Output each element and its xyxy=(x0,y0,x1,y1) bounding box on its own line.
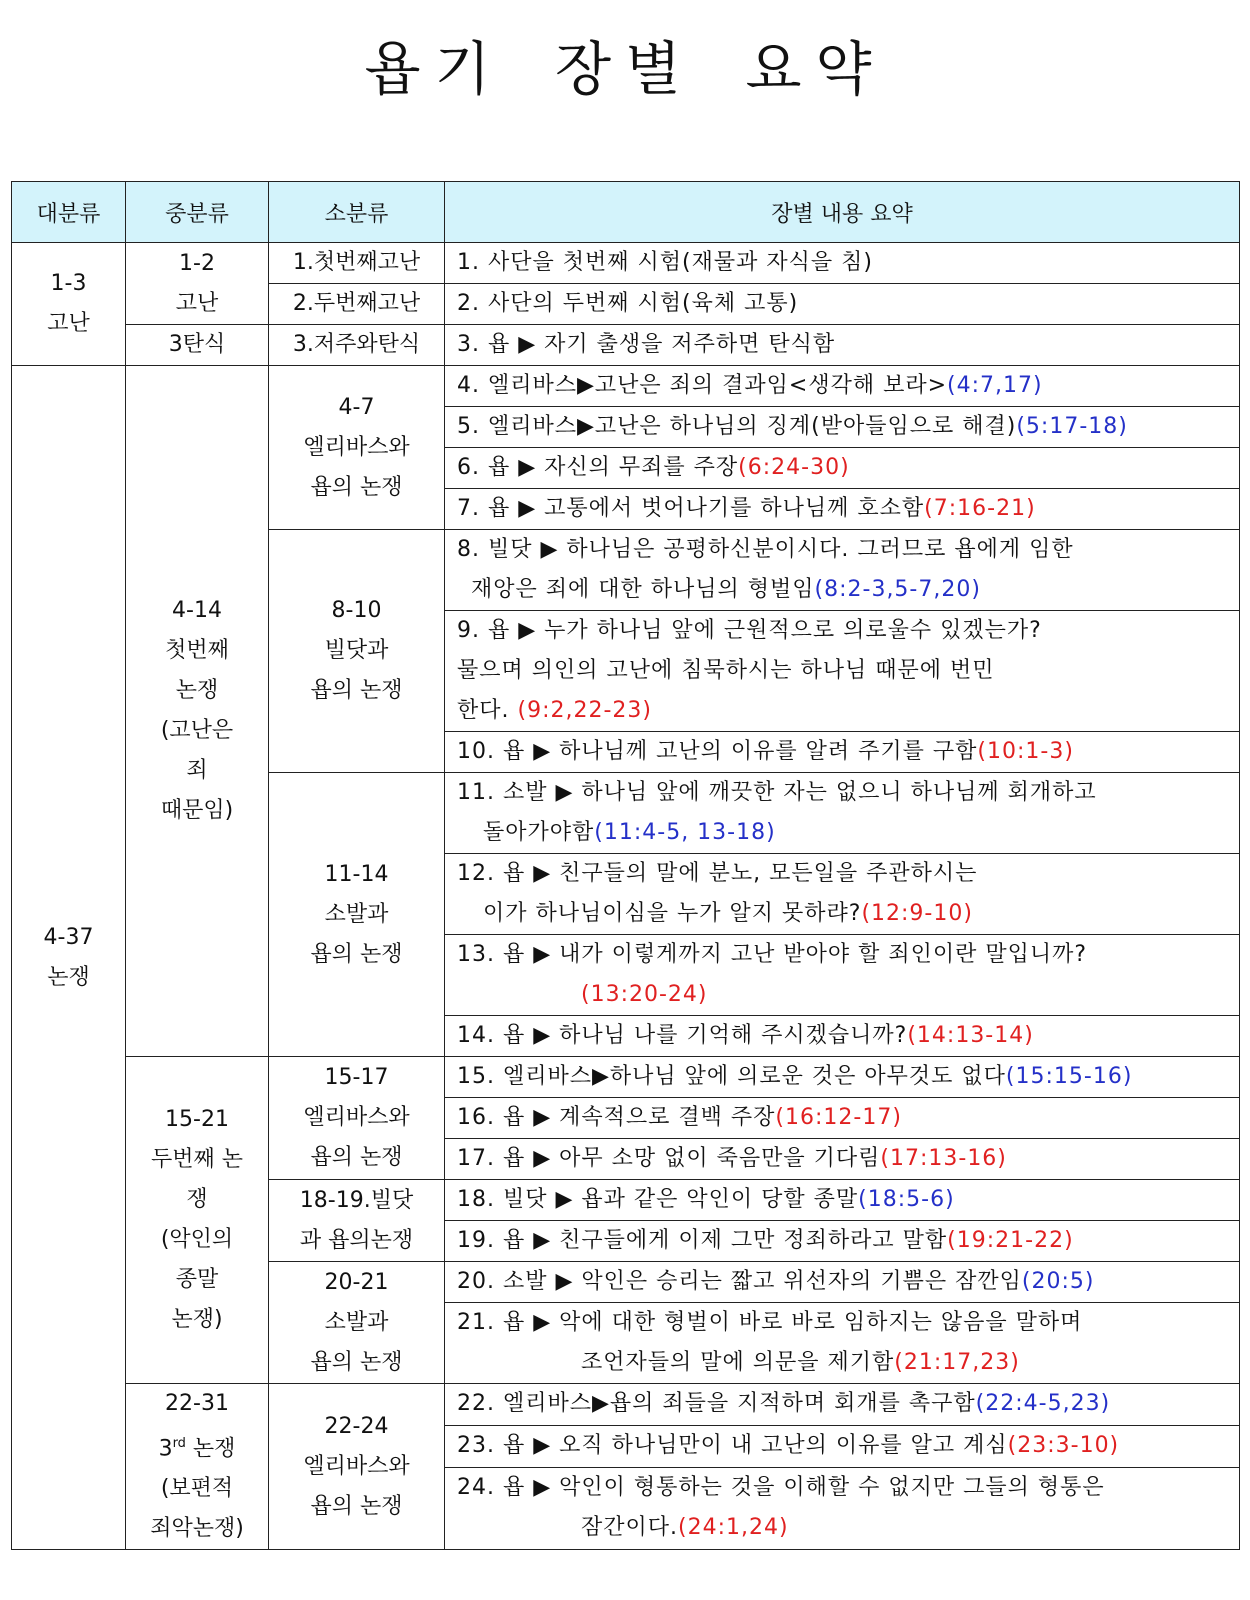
chapter-summary xyxy=(445,1221,1240,1262)
chapter-ref: (14:13-14) xyxy=(907,1023,1034,1048)
chapter-text-cont: 조언자들의 말에 의문을 제기함 xyxy=(581,1350,895,1375)
table-row xyxy=(12,243,1240,284)
chapter-summary xyxy=(445,854,1240,935)
header-middle: 중분류 xyxy=(126,182,269,243)
header-summary: 장별 내용 요약 xyxy=(445,182,1240,243)
minor-category: 11-14 소발과 욥의 논쟁 xyxy=(269,773,445,1057)
chapter-summary xyxy=(445,1425,1240,1467)
chapter-ref: (10:1-3) xyxy=(977,739,1074,764)
chapter-text: 7. 욥 ▶ 고통에서 벗어나기를 하나님께 호소함 xyxy=(457,496,925,521)
chapter-ref: (4:7,17) xyxy=(947,373,1043,398)
chapter-text-cont: 물으며 의인의 고난에 침묵하시는 하나님 때문에 번민 xyxy=(457,658,995,683)
chapter-text: 1. 사단을 첫번째 시험(재물과 자식을 침) xyxy=(457,250,873,275)
header-major: 대분류 xyxy=(12,182,126,243)
middle-category: 4-14 첫번째 논쟁 (고난은 죄 때문임) xyxy=(126,366,269,1057)
chapter-summary xyxy=(445,935,1240,1016)
minor-category: 1.첫번째고난 xyxy=(269,243,445,284)
middle-category-text: 22-31 3 xyxy=(158,1391,229,1462)
chapter-ref: (16:12-17) xyxy=(775,1105,902,1130)
chapter-text: 6. 욥 ▶ 자신의 무죄를 주장 xyxy=(457,455,739,480)
chapter-text: 18. 빌닷 ▶ 욥과 같은 악인이 당할 종말 xyxy=(457,1187,859,1212)
chapter-ref: (12:9-10) xyxy=(861,901,973,926)
chapter-text-cont: 이가 하나님이심을 누가 알지 못하랴? xyxy=(483,901,862,926)
middle-category-text: 논쟁 (보편적 죄악논쟁) xyxy=(150,1436,244,1542)
chapter-text: 16. 욥 ▶ 계속적으로 결백 주장 xyxy=(457,1105,776,1130)
header-row xyxy=(12,182,1240,243)
middle-category: 3탄식 xyxy=(126,325,269,366)
chapter-text: 4. 엘리바스▶고난은 죄의 결과임<생각해 보라> xyxy=(457,373,948,398)
chapter-text: 12. 욥 ▶ 친구들의 말에 분노, 모든일을 주관하시는 xyxy=(457,861,978,886)
chapter-ref: (6:24-30) xyxy=(738,455,850,480)
header-minor: 소분류 xyxy=(269,182,445,243)
chapter-summary xyxy=(445,530,1240,611)
chapter-text: 14. 욥 ▶ 하나님 나를 기억해 주시겠습니까? xyxy=(457,1023,908,1048)
chapter-text-cont: 돌아가야함 xyxy=(483,820,595,845)
minor-category: 22-24 엘리바스와 욥의 논쟁 xyxy=(269,1384,445,1550)
chapter-text: 24. 욥 ▶ 악인이 형통하는 것을 이해할 수 없지만 그들의 형통은 xyxy=(457,1475,1105,1501)
chapter-text: 19. 욥 ▶ 친구들에게 이제 그만 정죄하라고 말함 xyxy=(457,1228,948,1253)
chapter-summary xyxy=(445,489,1240,530)
chapter-ref: (22:4-5,23) xyxy=(975,1391,1111,1417)
minor-category: 4-7 엘리바스와 욥의 논쟁 xyxy=(269,366,445,530)
chapter-ref: (21:17,23) xyxy=(894,1350,1020,1375)
chapter-text: 5. 엘리바스▶고난은 하나님의 징계(받아들임으로 해결) xyxy=(457,414,1017,439)
minor-category: 2.두번째고난 xyxy=(269,284,445,325)
chapter-text: 13. 욥 ▶ 내가 이렇게까지 고난 받아야 할 죄인이란 말입니까? xyxy=(457,942,1088,967)
chapter-ref: (9:2,22-23) xyxy=(517,698,652,723)
chapter-summary xyxy=(445,366,1240,407)
middle-category: 1-2 고난 xyxy=(126,243,269,325)
chapter-summary xyxy=(445,284,1240,325)
chapter-summary xyxy=(445,243,1240,284)
chapter-ref: (24:1,24) xyxy=(678,1515,789,1541)
ordinal-suffix: rd xyxy=(172,1436,186,1451)
chapter-summary xyxy=(445,773,1240,854)
chapter-text: 8. 빌닷 ▶ 하나님은 공평하신분이시다. 그러므로 욥에게 임한 xyxy=(457,537,1074,562)
chapter-ref: (20:5) xyxy=(1021,1269,1095,1294)
chapter-summary xyxy=(445,1303,1240,1384)
minor-category: 20-21 소발과 욥의 논쟁 xyxy=(269,1262,445,1384)
chapter-summary xyxy=(445,1098,1240,1139)
chapter-text-cont: 재앙은 죄에 대한 하나님의 형벌임 xyxy=(471,577,815,602)
chapter-text: 10. 욥 ▶ 하나님께 고난의 이유를 알려 주기를 구함 xyxy=(457,739,978,764)
chapter-ref: (17:13-16) xyxy=(880,1146,1007,1171)
chapter-summary xyxy=(445,325,1240,366)
chapter-ref: (5:17-18) xyxy=(1016,414,1128,439)
chapter-summary xyxy=(445,1057,1240,1098)
chapter-summary xyxy=(445,1384,1240,1426)
chapter-ref: (19:21-22) xyxy=(947,1228,1074,1253)
chapter-text: 17. 욥 ▶ 아무 소망 없이 죽음만을 기다림 xyxy=(457,1146,881,1171)
chapter-text-cont: 한다. xyxy=(457,698,518,723)
table-row xyxy=(12,1384,1240,1426)
chapter-ref: (7:16-21) xyxy=(924,496,1036,521)
chapter-summary xyxy=(445,1262,1240,1303)
chapter-text: 9. 욥 ▶ 누가 하나님 앞에 근원적으로 의로울수 있겠는가? xyxy=(457,618,1042,643)
chapter-text: 3. 욥 ▶ 자기 출생을 저주하면 탄식함 xyxy=(457,332,836,357)
minor-category: 15-17 엘리바스와 욥의 논쟁 xyxy=(269,1057,445,1180)
minor-category: 8-10 빌닷과 욥의 논쟁 xyxy=(269,530,445,773)
chapter-summary xyxy=(445,1016,1240,1057)
chapter-ref: (11:4-5, 13-18) xyxy=(594,820,776,845)
chapter-summary xyxy=(445,407,1240,448)
page-title: 욥기 장별 요약 xyxy=(364,35,886,103)
chapter-summary xyxy=(445,611,1240,732)
minor-category: 3.저주와탄식 xyxy=(269,325,445,366)
chapter-text: 22. 엘리바스▶욥의 죄들을 지적하며 회개를 촉구함 xyxy=(457,1391,976,1417)
chapter-ref: (18:5-6) xyxy=(858,1187,955,1212)
chapter-summary xyxy=(445,1467,1240,1550)
chapter-text: 15. 엘리바스▶하나님 앞에 의로운 것은 아무것도 없다 xyxy=(457,1064,1006,1089)
chapter-text: 20. 소발 ▶ 악인은 승리는 짧고 위선자의 기쁨은 잠깐임 xyxy=(457,1269,1022,1294)
table-row xyxy=(12,366,1240,407)
chapter-ref: (8:2-3,5-7,20) xyxy=(814,577,981,602)
chapter-summary xyxy=(445,448,1240,489)
middle-category xyxy=(126,1384,269,1550)
chapter-ref: (13:20-24) xyxy=(581,982,708,1007)
middle-category: 15-21 두번째 논 쟁 (악인의 종말 논쟁) xyxy=(126,1057,269,1384)
table-row xyxy=(12,325,1240,366)
chapter-summary xyxy=(445,1139,1240,1180)
chapter-ref: (23:3-10) xyxy=(1007,1433,1120,1459)
chapter-text: 11. 소발 ▶ 하나님 앞에 깨끗한 자는 없으니 하나님께 회개하고 xyxy=(457,780,1097,805)
major-category: 1-3 고난 xyxy=(12,243,126,366)
chapter-summary xyxy=(445,732,1240,773)
chapter-summary xyxy=(445,1180,1240,1221)
major-category: 4-37 논쟁 xyxy=(12,366,126,1550)
table-row xyxy=(12,1057,1240,1098)
chapter-text-cont: 잠간이다. xyxy=(581,1515,679,1541)
summary-table xyxy=(11,181,1240,1550)
chapter-ref: (15:15-16) xyxy=(1005,1064,1133,1089)
minor-category: 18-19.빌닷 과 욥의논쟁 xyxy=(269,1180,445,1262)
chapter-text: 2. 사단의 두번째 시험(육체 고통) xyxy=(457,291,799,316)
chapter-text: 21. 욥 ▶ 악에 대한 형벌이 바로 바로 임하지는 않음을 말하며 xyxy=(457,1310,1083,1335)
chapter-text: 23. 욥 ▶ 오직 하나님만이 내 고난의 이유를 알고 계심 xyxy=(457,1433,1008,1459)
